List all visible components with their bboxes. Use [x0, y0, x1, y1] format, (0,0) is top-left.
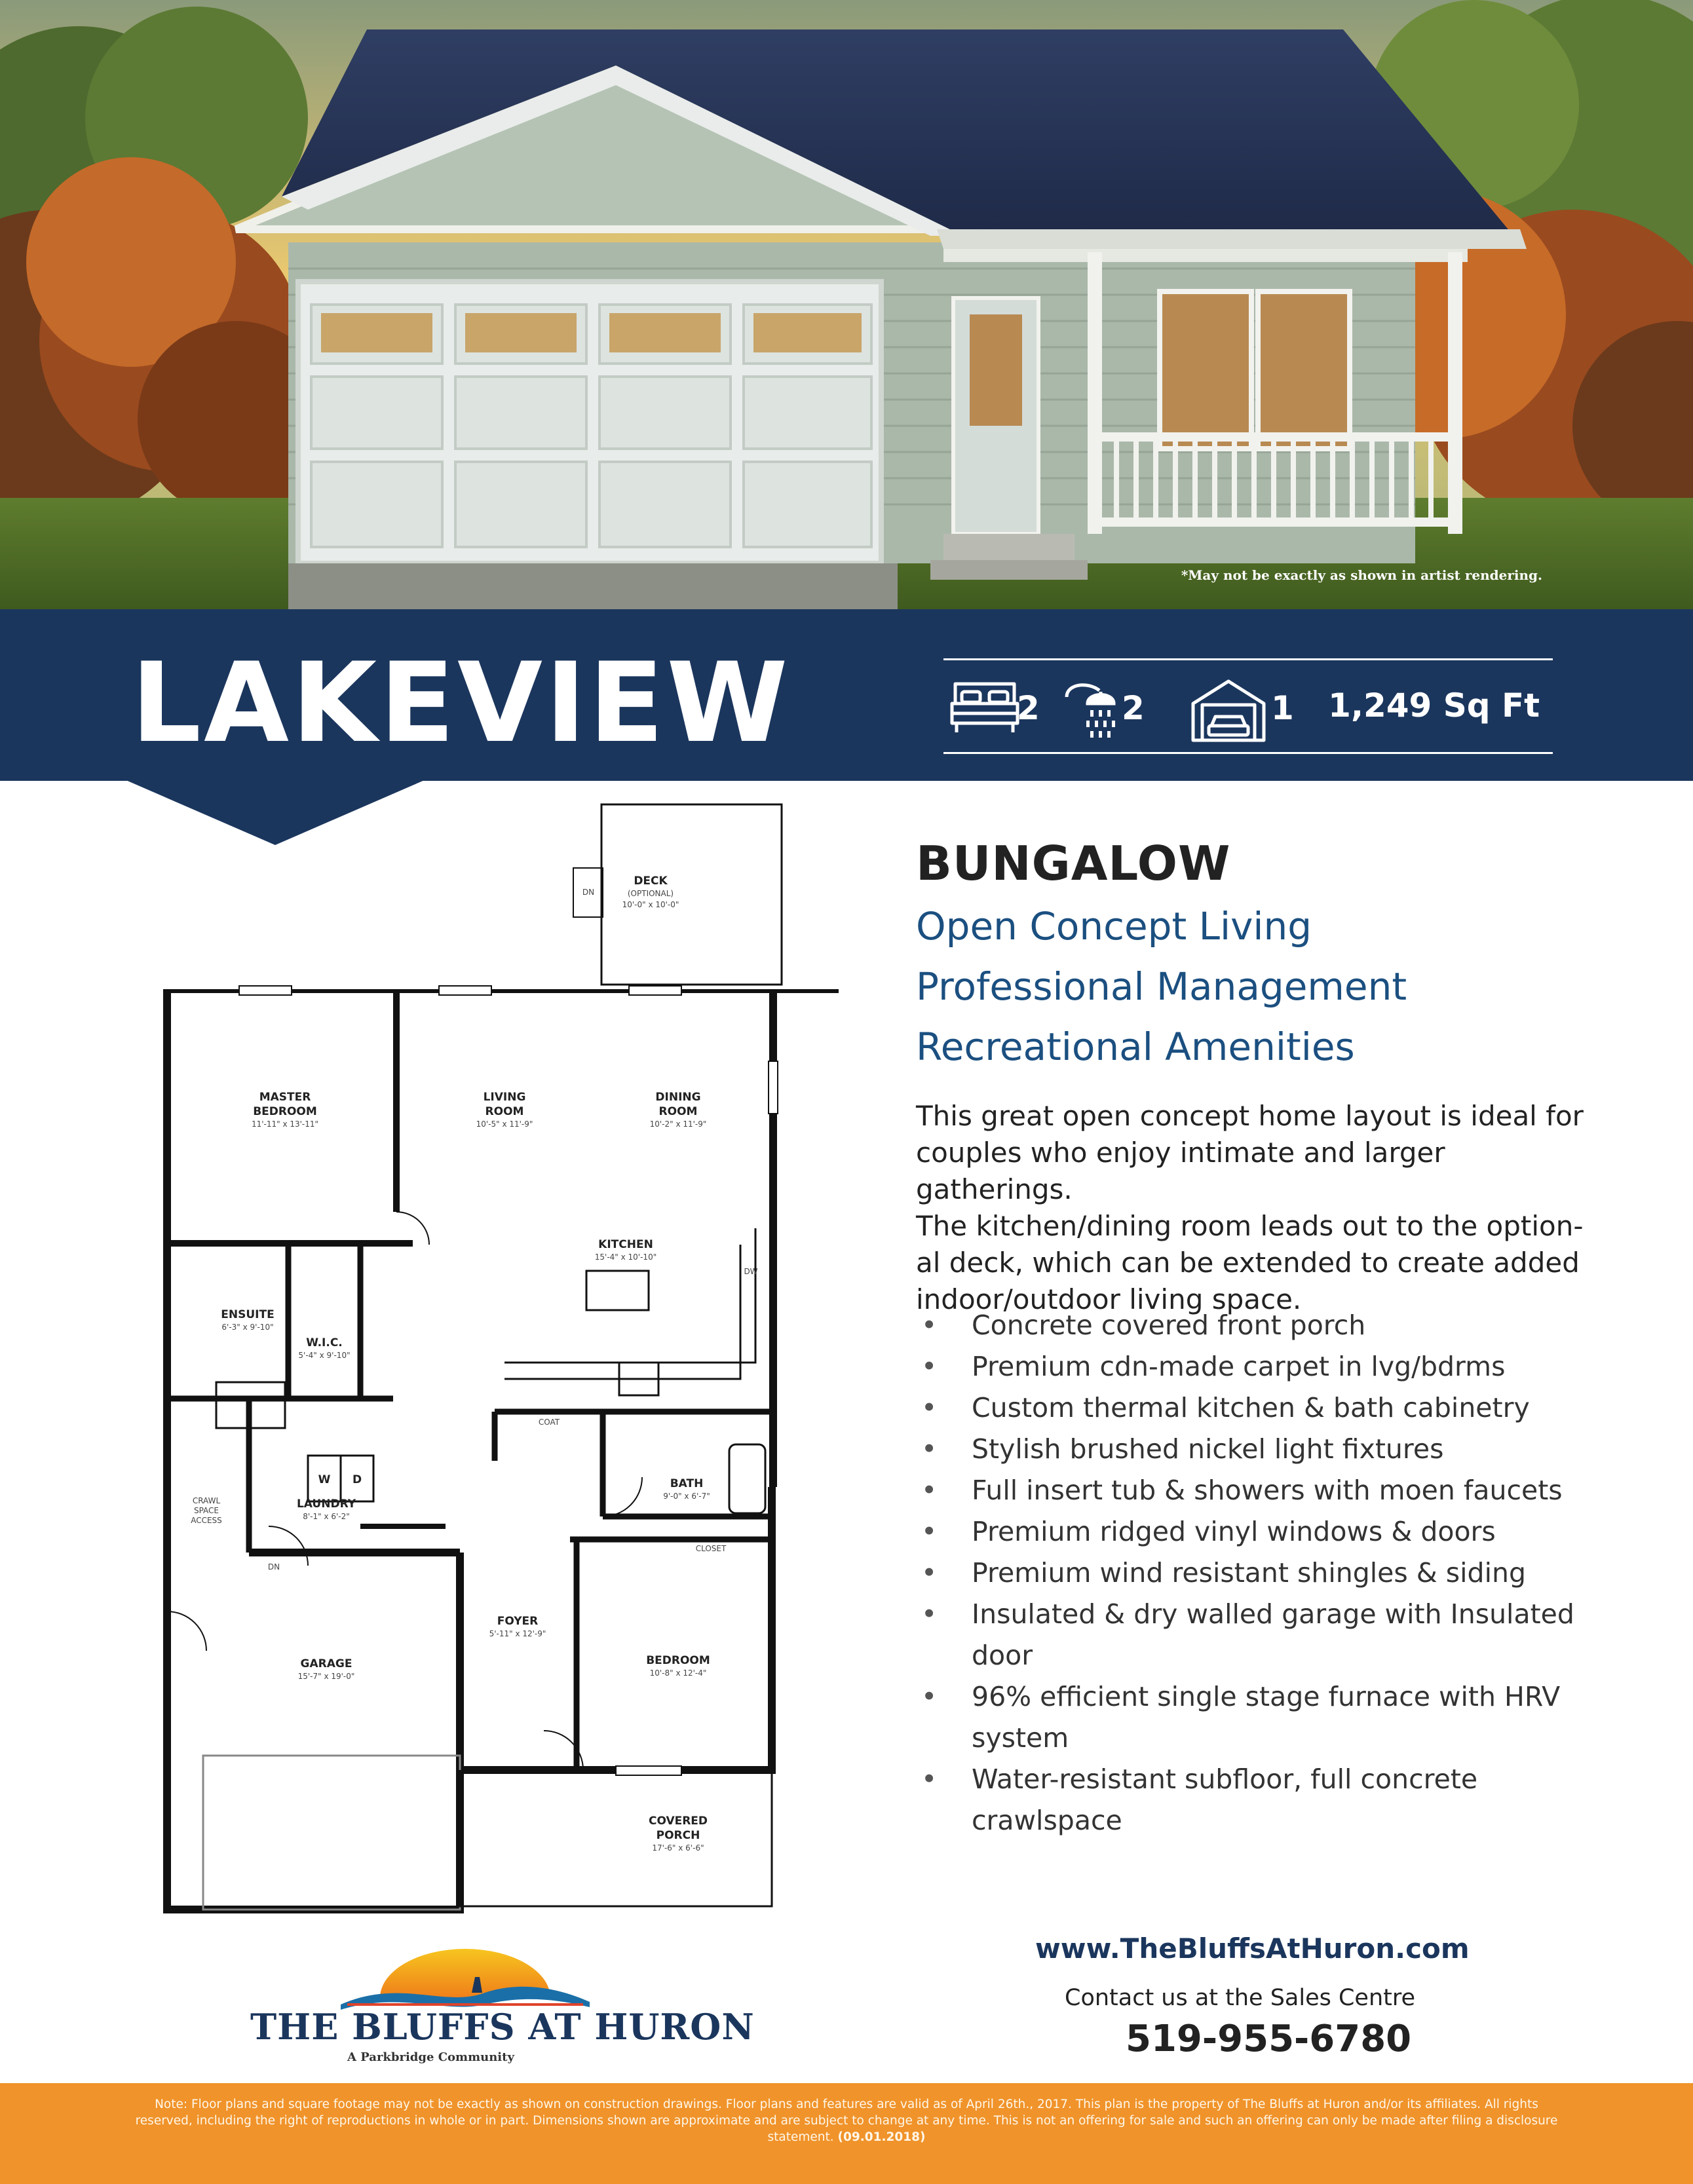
tagline-1: Open Concept Living: [916, 904, 1312, 949]
dw-label: DW: [744, 1267, 758, 1276]
room-porch: COVERED: [648, 1815, 708, 1828]
legal-note-line: reserved, including the right of reproductions in whole or in part. Dimensions shown are approximate and are subject to change at any time. This is not an offering for sale and such an offering can only be made after filing a disclosure: [135, 2114, 1558, 2128]
legal-note-line: Note: Floor plans and square footage may not be exactly as shown on construction drawings. Floor plans and features are valid as of April 26th., 2017. This plan is the property of The Bluffs at Huron and/or its affiliates. All rights: [155, 2098, 1538, 2111]
room-deck-dim: 10'-0" x 10'-0": [622, 900, 679, 909]
room-porch-dim: 17'-6" x 6'-6": [652, 1843, 704, 1853]
feature-item: • Full insert tub & showers with moen faucets: [916, 1470, 1604, 1511]
description-line: couples who enjoy intimate and larger gatherings.: [916, 1137, 1445, 1205]
room-dining: DINING: [655, 1091, 701, 1104]
brand-name: THE BLUFFS AT HURON: [250, 2006, 755, 2048]
crawl-label-3: ACCESS: [191, 1516, 222, 1525]
feature-item: • Concrete covered front porch: [916, 1305, 1604, 1346]
feature-item: • Custom thermal kitchen & bath cabinetry: [916, 1387, 1604, 1429]
room-living-dim: 10'-5" x 11'-9": [476, 1120, 533, 1129]
feature-item: • Premium wind resistant shingles & siding: [916, 1553, 1604, 1594]
coat-label: COAT: [538, 1418, 560, 1427]
garage-count: 1: [1271, 689, 1294, 727]
room-foyer-dim: 5'-11" x 12'-9": [489, 1629, 546, 1638]
dryer-label: D: [352, 1473, 362, 1486]
room-wic: W.I.C.: [306, 1336, 343, 1349]
home-style: BUNGALOW: [916, 836, 1231, 891]
legal-note: [39, 2096, 1654, 2145]
bed-icon: [949, 677, 1021, 735]
room-wic-dim: 5'-4" x 9'-10": [298, 1351, 351, 1360]
feature-item: • Premium ridged vinyl windows & doors: [916, 1511, 1604, 1553]
description-line: al deck, which can be extended to create added: [916, 1247, 1580, 1279]
crawl-label-1: CRAWL: [192, 1496, 221, 1505]
phone-number[interactable]: 519-955-6780: [1126, 2018, 1412, 2060]
room-laundry: LAUNDRY: [296, 1497, 356, 1511]
tagline-2: Professional Management: [916, 964, 1407, 1009]
room-porch-sub: PORCH: [656, 1829, 700, 1842]
room-garage: GARAGE: [300, 1657, 352, 1670]
room-bath-dim: 9'-0" x 6'-7": [663, 1492, 710, 1501]
feature-item: • 96% efficient single stage furnace with HRV system: [916, 1676, 1604, 1759]
room-garage-dim: 15'-7" x 19'-0": [297, 1672, 355, 1681]
floor-plan: [98, 799, 839, 1926]
washer-label: W: [318, 1473, 331, 1486]
rendering-disclaimer: *May not be exactly as shown in artist rendering.: [1181, 567, 1542, 583]
deck-stairs-label: DN: [582, 888, 595, 897]
room-master: MASTER: [259, 1091, 311, 1104]
home-stats: [943, 658, 1553, 754]
tagline-3: Recreational Amenities: [916, 1025, 1355, 1069]
feature-item: • Stylish brushed nickel light fixtures: [916, 1429, 1604, 1470]
room-dining-sub: ROOM: [658, 1105, 698, 1118]
room-bedroom: BEDROOM: [646, 1654, 710, 1667]
room-dining-dim: 10'-2" x 11'-9": [649, 1120, 707, 1129]
room-ensuite: ENSUITE: [221, 1308, 275, 1321]
room-deck: DECK: [634, 875, 668, 888]
feature-item: • Premium cdn-made carpet in lvg/bdrms: [916, 1346, 1604, 1387]
feature-item: • Insulated & dry walled garage with Insulated door: [916, 1594, 1604, 1676]
square-footage: 1,249 Sq Ft: [1328, 687, 1540, 725]
website-link[interactable]: www.TheBluffsAtHuron.com: [1035, 1932, 1470, 1965]
description-line: This great open concept home layout is ideal for: [916, 1100, 1584, 1132]
contact-label: Contact us at the Sales Centre: [1065, 1985, 1416, 2011]
description-line: The kitchen/dining room leads out to the option-: [916, 1210, 1584, 1242]
model-title: LAKEVIEW: [131, 639, 791, 767]
brand-tagline: A Parkbridge Community: [347, 2050, 514, 2064]
room-bedroom-dim: 10'-8" x 12'-4": [649, 1668, 707, 1678]
description-line: indoor/outdoor living space.: [916, 1283, 1302, 1315]
house-rendering: [0, 0, 1693, 609]
garage-icon: [1189, 677, 1268, 743]
garage-stairs-label: DN: [267, 1562, 280, 1572]
feature-item: • Water-resistant subfloor, full concrete crawlspace: [916, 1759, 1604, 1841]
closet-label: CLOSET: [695, 1544, 727, 1553]
room-foyer: FOYER: [497, 1615, 539, 1628]
room-living: LIVING: [483, 1091, 526, 1104]
legal-note-code: (09.01.2018): [837, 2130, 926, 2144]
legal-note-end: statement.: [767, 2130, 838, 2144]
room-master-sub: BEDROOM: [253, 1105, 317, 1118]
room-kitchen: KITCHEN: [598, 1238, 653, 1251]
description: [916, 1098, 1604, 1318]
room-laundry-dim: 8'-1" x 6'-2": [303, 1512, 350, 1521]
bed-count: 2: [1017, 689, 1040, 727]
room-kitchen-dim: 15'-4" x 10'-10": [594, 1252, 657, 1262]
room-bath: BATH: [670, 1477, 704, 1490]
features-list: [916, 1305, 1604, 1841]
room-master-dim: 11'-11" x 13'-11": [251, 1120, 319, 1129]
room-living-sub: ROOM: [485, 1105, 524, 1118]
room-deck-sub: (OPTIONAL): [627, 889, 674, 898]
crawl-label-2: SPACE: [193, 1506, 219, 1515]
legal-note-line: [39, 2129, 1654, 2145]
bath-count: 2: [1122, 689, 1145, 727]
room-ensuite-dim: 6'-3" x 9'-10": [221, 1323, 274, 1332]
